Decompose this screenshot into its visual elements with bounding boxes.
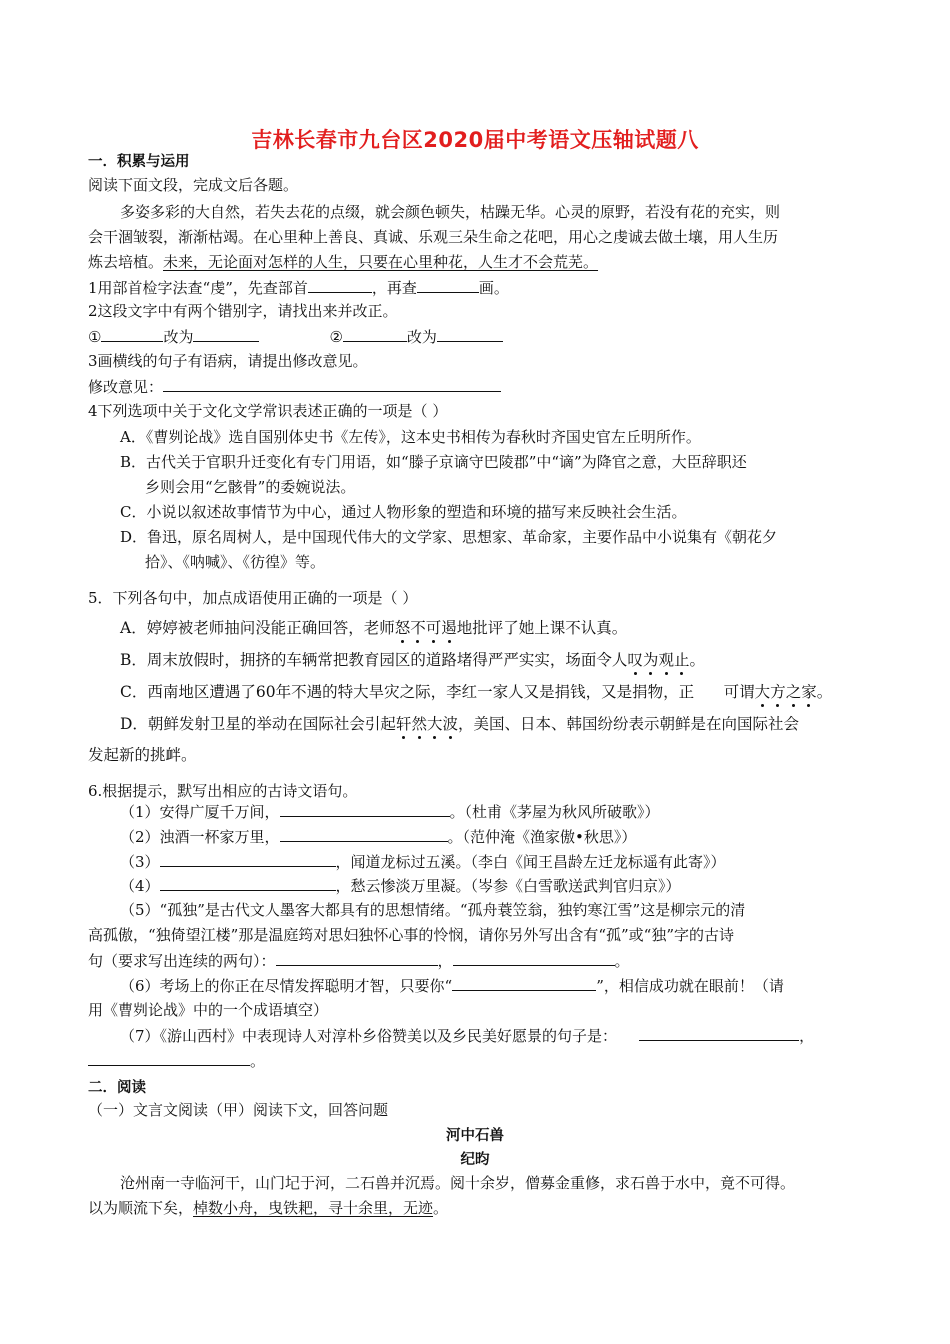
- option-text: C．西南地区遭遇了60年不遇的特大旱灾之际，李红一家人又是捐钱，又是捐物，正 可谓: [120, 683, 755, 701]
- question-text: ，愁云惨淡万里凝。（岑参《白雪歌送武判官归京》）: [335, 877, 681, 895]
- question-text: （6）考场上的你正在尽情发挥聪明才智，只要你“: [120, 977, 453, 995]
- passage-line: [88, 252, 598, 272]
- answer-blank-poem-4[interactable]: [160, 875, 336, 891]
- passage-text: 。: [433, 1199, 449, 1217]
- dotted-idiom: [755, 683, 817, 701]
- question-text: 修改意见：: [88, 378, 164, 396]
- answer-blank-correction-2[interactable]: [437, 326, 503, 342]
- option-b-cont: 乡则会用“乞骸骨”的委婉说法。: [145, 478, 356, 496]
- question-text: 。（范仲淹《渔家傲•秋思》）: [447, 828, 637, 846]
- passage-title: 河中石兽: [446, 1128, 504, 1144]
- option-text: 。: [816, 683, 833, 701]
- poem-item-4: [120, 875, 681, 896]
- option-b: B．古代关于官职升迁变化有专门用语，如“滕子京谪守巴陵郡”中“谪”为降官之意，大臣辞职还: [120, 453, 747, 471]
- instruction-text: 阅读下面文段，完成文后各题。: [88, 176, 299, 194]
- passage-text: 炼去培植。: [88, 253, 164, 271]
- question-text: （1）安得广厦千万间，: [120, 803, 280, 821]
- emphasis-dot-char: 然: [411, 715, 427, 733]
- answer-blank-idiom[interactable]: [452, 975, 596, 991]
- option-d-cont: 拾》、《呐喊》、《彷徨》等。: [145, 553, 326, 571]
- option-text: D．朝鲜发射卫星的举动在国际社会引起: [120, 715, 396, 733]
- poem-item-7-cont: [88, 1050, 265, 1071]
- emphasis-dot-char: 不: [410, 619, 426, 637]
- passage-line: 沧州南一寺临河干，山门圮于河，二石兽并沉焉。阅十余岁，僧募金重修，求石兽于水中，竟不可得。: [120, 1174, 796, 1192]
- circled-number: ①: [88, 328, 102, 346]
- question-text: 句（要求写出连续的两句）：: [88, 952, 276, 970]
- answer-blank-revision[interactable]: [163, 376, 501, 392]
- poem-item-5-cont: 高孤傲，“独倚望江楼”那是温庭筠对思妇独怀心事的怜悯，请你另外写出含有“孤”或“独”字的古诗: [88, 926, 735, 944]
- emphasis-dot-char: 止: [673, 651, 690, 669]
- answer-blank-typo-2[interactable]: [343, 326, 407, 342]
- emphasis-dot-char: 遏: [441, 619, 457, 637]
- option-b: [120, 650, 705, 670]
- dotted-idiom: [395, 619, 457, 637]
- answer-blank-poem-7a[interactable]: [639, 1025, 799, 1041]
- question-1: [88, 277, 509, 298]
- passage-line: 多姿多彩的大自然，若失去花的点缀，就会颜色顿失，枯躁无华。心灵的原野，若没有花的充实，则: [120, 203, 781, 221]
- idiom-characters: [395, 619, 457, 637]
- question-5: 5．下列各句中，加点成语使用正确的一项是（ ）: [88, 589, 418, 607]
- emphasis-dot-char: 大: [426, 715, 443, 733]
- question-6: 6.根据提示，默写出相应的古诗文语句。: [88, 782, 358, 800]
- emphasis-dot-char: 方: [770, 683, 786, 701]
- emphasis-dot-char: 之: [785, 683, 802, 701]
- emphasis-dot-char: 观: [658, 651, 674, 669]
- question-3: 3画横线的句子有语病，请提出修改意见。: [88, 352, 368, 370]
- question-text: （3）: [120, 853, 160, 871]
- circled-number: ②: [329, 328, 343, 346]
- emphasis-dot-char: 为: [642, 651, 659, 669]
- answer-blank-poem-5a[interactable]: [276, 950, 438, 966]
- option-text: 地批评了她上课不认真。: [456, 619, 628, 637]
- emphasis-dot-char: 家: [801, 683, 817, 701]
- dotted-idiom: [396, 715, 458, 733]
- question-4: 4下列选项中关于文化文学常识表述正确的一项是（ ）: [88, 402, 448, 420]
- emphasis-dot-char: 大: [754, 683, 771, 701]
- emphasis-dot-char: 可: [425, 619, 442, 637]
- answer-blank-poem-5b[interactable]: [453, 950, 615, 966]
- answer-blank-poem-1[interactable]: [280, 801, 450, 817]
- poem-item-5-cont: [88, 950, 630, 971]
- option-text: A．婷婷被老师抽问没能正确回答，老师: [120, 619, 395, 637]
- answer-blank-typo-1[interactable]: [101, 326, 163, 342]
- answer-blank-poem-7b[interactable]: [88, 1050, 250, 1066]
- question-2: 2这段文字中有两个错别字，请找出来并改正。: [88, 302, 398, 320]
- dotted-idiom: [627, 651, 689, 669]
- answer-blank-poem-3[interactable]: [160, 851, 336, 867]
- question-text: 改为: [163, 328, 194, 346]
- underlined-sentence: 未来，无论面对怎样的人生，只要在心里种花，人生才不会荒芜。: [163, 253, 599, 271]
- idiom-characters: [755, 683, 817, 701]
- passage-text: 以为顺流下矣，: [88, 1199, 194, 1217]
- question-text: 。: [250, 1052, 266, 1070]
- passage-line: 会干涸皱裂，渐渐枯竭。在心里种上善良、真诚、乐观三朵生命之花吧，用心之虔诚去做土壤，用人生历: [88, 228, 779, 246]
- idiom-characters: [396, 715, 458, 733]
- reading-subheading: （一）文言文阅读（甲）阅读下文，回答问题: [88, 1101, 389, 1119]
- option-d: [120, 714, 799, 734]
- question-text: ，: [437, 952, 453, 970]
- question-3-answer: [88, 376, 501, 397]
- poem-item-2: [120, 826, 636, 847]
- question-text: （2）浊酒一杯家万里，: [120, 828, 280, 846]
- option-a: [120, 618, 627, 638]
- question-text: （7）《游山西村》中表现诗人对淳朴乡俗赞美以及乡民美好愿景的句子是：: [120, 1027, 618, 1045]
- option-d-cont: 发起新的挑衅。: [88, 746, 197, 764]
- answer-blank-correction-1[interactable]: [193, 326, 259, 342]
- question-text: 。: [614, 952, 630, 970]
- emphasis-dot-char: 叹: [627, 651, 643, 669]
- option-d: D．鲁迅，原名周树人，是中国现代伟大的文学家、思想家、革命家，主要作品中小说集有《朝花夕: [120, 528, 778, 546]
- question-text: 画。: [478, 279, 509, 297]
- question-text: 。（杜甫《茅屋为秋风所破歌》）: [449, 803, 660, 821]
- question-text: ，: [799, 1027, 815, 1045]
- question-2-blanks: [88, 326, 503, 347]
- underlined-sentence: 棹数小舟，曳铁耙，寻十余里，无迹: [193, 1199, 434, 1217]
- idiom-characters: [627, 651, 689, 669]
- answer-blank-radical[interactable]: [308, 277, 372, 293]
- passage-author: 纪昀: [460, 1152, 490, 1168]
- poem-item-6: [120, 975, 784, 996]
- passage-line: [88, 1198, 448, 1218]
- question-text: ，闻道龙标过五溪。（李白《闻王昌龄左迁龙标遥有此寄》）: [335, 853, 726, 871]
- question-text: 改为: [406, 328, 437, 346]
- emphasis-dot-char: 轩: [395, 715, 412, 733]
- question-text: （4）: [120, 877, 160, 895]
- poem-item-7: [120, 1025, 814, 1046]
- page-title: 吉林长春市九台区2020届中考语文压轴试题八: [251, 128, 699, 152]
- option-text: 。: [689, 651, 705, 669]
- question-text: ”，相信成功就在眼前！（请: [596, 977, 784, 995]
- emphasis-dot-char: 波: [442, 715, 458, 733]
- section-heading-reading: 二．阅读: [88, 1080, 146, 1096]
- poem-item-5: （5）“孤独”是古代文人墨客大都具有的思想情绪。“孤舟蓑笠翁，独钓寒江雪”这是柳宗元的清: [120, 901, 746, 919]
- option-c: C．小说以叙述故事情节为中心，通过人物形象的塑造和环境的描写来反映社会生活。: [120, 503, 687, 521]
- poem-item-1: [120, 801, 660, 822]
- option-text: B．周末放假时，拥挤的车辆常把教育园区的道路堵得严严实实，场面令人: [120, 651, 628, 669]
- poem-item-6-cont: 用《曹刿论战》中的一个成语填空）: [88, 1001, 329, 1019]
- answer-blank-strokes[interactable]: [417, 277, 479, 293]
- section-heading-accumulation: 一．积累与运用: [88, 154, 190, 170]
- question-text: ，再查: [371, 279, 417, 297]
- emphasis-dot-char: 怒: [394, 619, 411, 637]
- option-a: A．《曹刿论战》选自国别体史书《左传》，这本史书相传为春秋时齐国史官左丘明所作。: [120, 428, 701, 446]
- poem-item-3: [120, 851, 726, 872]
- answer-blank-poem-2[interactable]: [280, 826, 448, 842]
- option-text: ，美国、日本、韩国纷纷表示朝鲜是在向国际社会: [458, 715, 800, 733]
- option-c: [120, 682, 832, 702]
- question-text: 1用部首检字法查“虔”，先查部首: [88, 279, 308, 297]
